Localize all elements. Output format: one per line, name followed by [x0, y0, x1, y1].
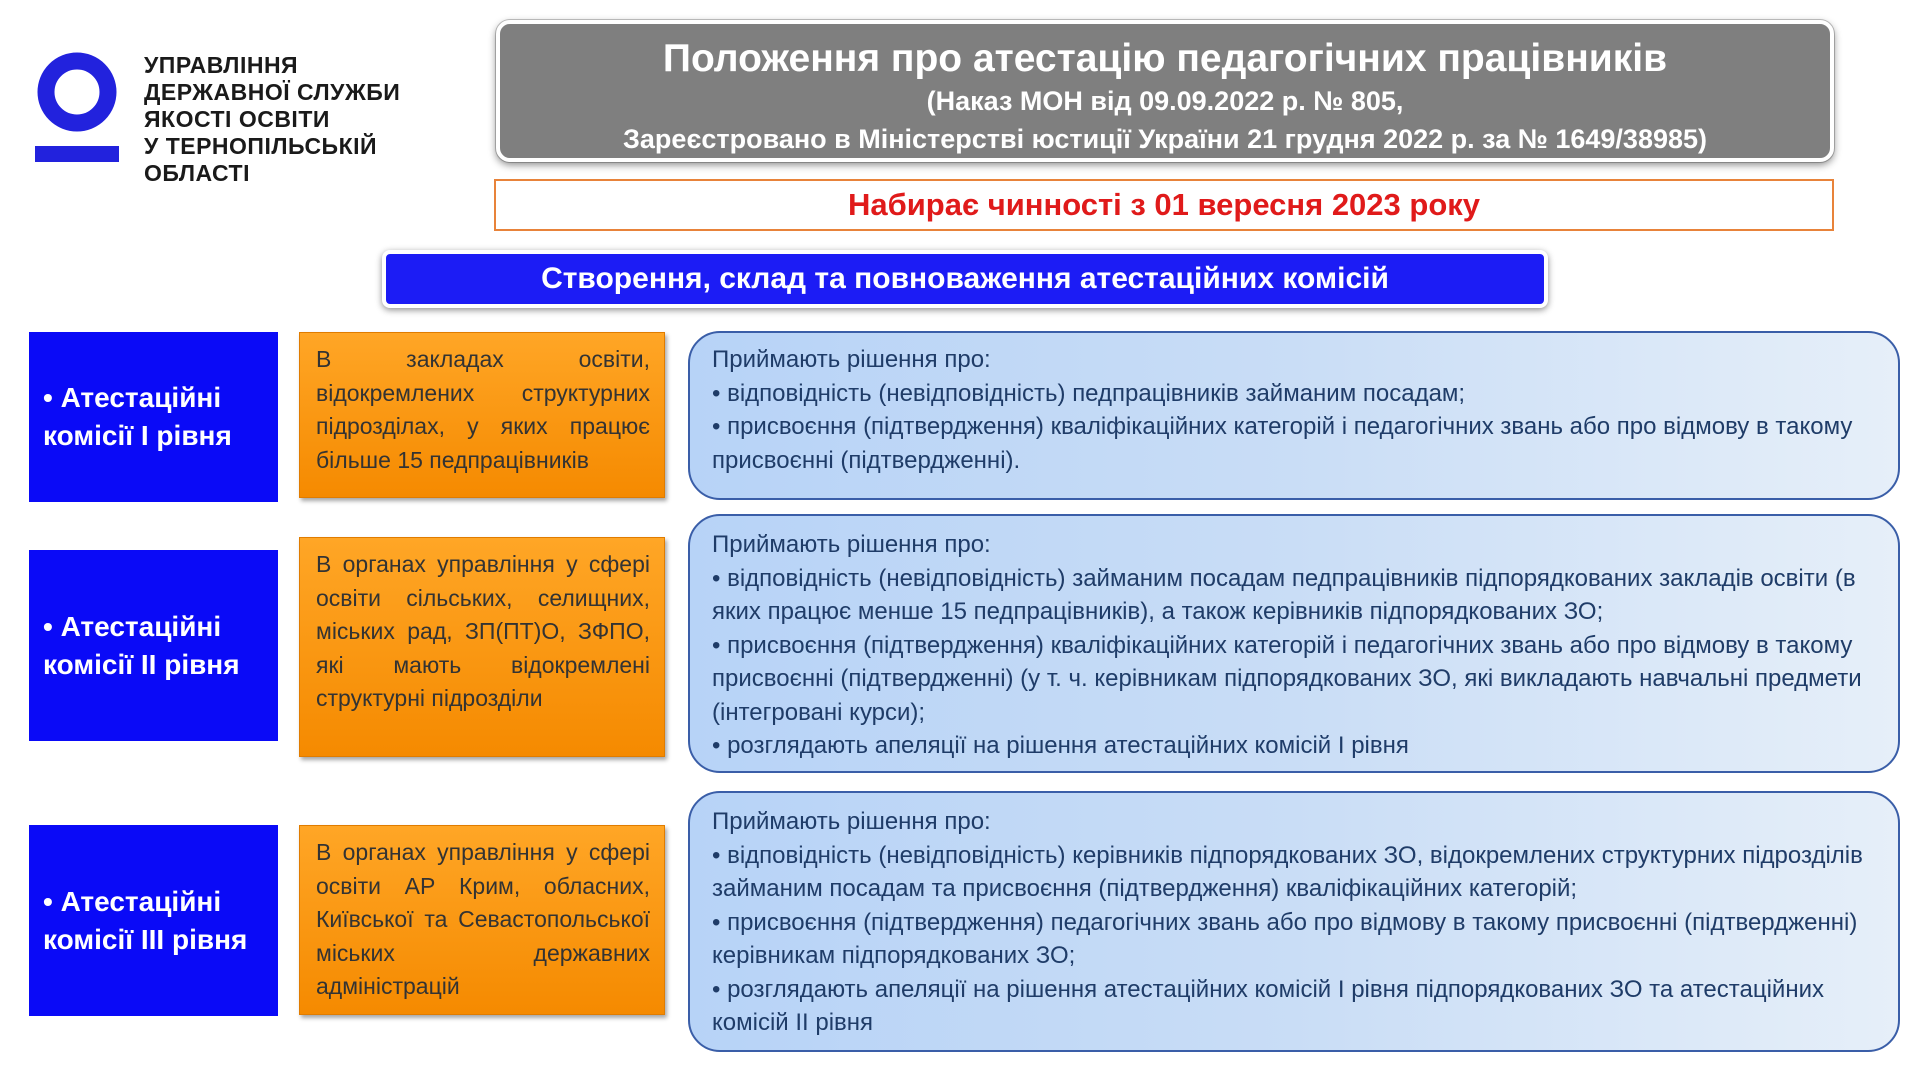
decision-item: • відповідність (невідповідність) займаним посадам педпрацівників підпорядкованих закладів освіти (в яких працює менше 15 педпрацівників), а також керівників підпорядкованих ЗО; — [712, 564, 1856, 625]
decision-item: • відповідність (невідповідність) педпрацівників займаним посадам; — [712, 379, 1466, 407]
level-1-label: • Атестаційні комісії І рівня — [29, 332, 278, 502]
page-title: Положення про атестацію педагогічних працівників — [662, 37, 1668, 80]
decision-item: • розглядають апеляції на рішення атестаційних комісій І рівня підпорядкованих ЗО та атестаційних комісій ІІ рівня — [712, 975, 1824, 1036]
decision-item: • розглядають апеляції на рішення атестаційних комісій І рівня — [712, 732, 1409, 759]
org-logo-icon — [34, 52, 120, 162]
effective-date-notice: Набирає чинності з 01 вересня 2023 року — [494, 179, 1834, 231]
level-1-decisions — [688, 331, 1900, 500]
level-3-location: В органах управління у сфері освіти АР Крим, обласних, Київської та Севастопольської міських державних адміністрацій — [299, 825, 665, 1015]
decisions-heading: Приймають рішення про: — [712, 808, 991, 835]
level-2-location: В органах управління у сфері освіти сільських, селищних, міських рад, ЗП(ПТ)О, ЗФПО, які мають відокремлені структурні підрозділи — [299, 537, 665, 757]
org-name — [144, 52, 464, 187]
order-reference: (Наказ МОН від 09.09.2022 р. № 805, — [926, 86, 1404, 116]
decision-item: • присвоєння (підтвердження) кваліфікаційних категорій і педагогічних звань або про відмову в такому присвоєнні (підтвердженні) (у т. ч. керівникам підпорядкованих ЗО, які викладають навчальні предмети (інтегровані курси); — [712, 631, 1862, 726]
decision-item: • відповідність (невідповідність) керівників підпорядкованих ЗО, відокремлених структурних підрозділів займаним посадам та присвоєння (підтвердження) кваліфікаційних категорій; — [712, 841, 1863, 902]
title-banner — [496, 20, 1834, 162]
decisions-heading: Приймають рішення про: — [712, 346, 991, 373]
decision-item: • присвоєння (підтвердження) педагогічних звань або про відмову в такому присвоєнні (підтвердженні) керівникам підпорядкованих ЗО; — [712, 908, 1858, 969]
level-2-decisions — [688, 514, 1900, 773]
level-1-location: В закладах освіти, відокремлених структурних підрозділах, у яких працює більше 15 педпрацівників — [299, 332, 665, 498]
registration-reference: Зареєстровано в Міністерстві юстиції України 21 грудня 2022 р. за № 1649/38985) — [623, 124, 1707, 154]
section-title: Створення, склад та повноваження атестаційних комісій — [382, 250, 1548, 308]
org-name-line: У ТЕРНОПІЛЬСЬКІЙ — [144, 133, 378, 159]
org-name-line: УПРАВЛІННЯ — [144, 52, 299, 78]
org-name-line: ДЕРЖАВНОЇ СЛУЖБИ — [144, 79, 401, 105]
org-name-line: ОБЛАСТІ — [144, 160, 251, 186]
level-2-label: • Атестаційні комісії ІІ рівня — [29, 550, 278, 741]
org-name-line: ЯКОСТІ ОСВІТИ — [144, 106, 330, 132]
decisions-heading: Приймають рішення про: — [712, 531, 991, 558]
decision-item: • присвоєння (підтвердження) кваліфікаційних категорій і педагогічних звань або про відмову в такому присвоєнні (підтвердженні). — [712, 413, 1853, 474]
level-3-decisions — [688, 791, 1900, 1052]
level-3-label: • Атестаційні комісії ІІІ рівня — [29, 825, 278, 1016]
